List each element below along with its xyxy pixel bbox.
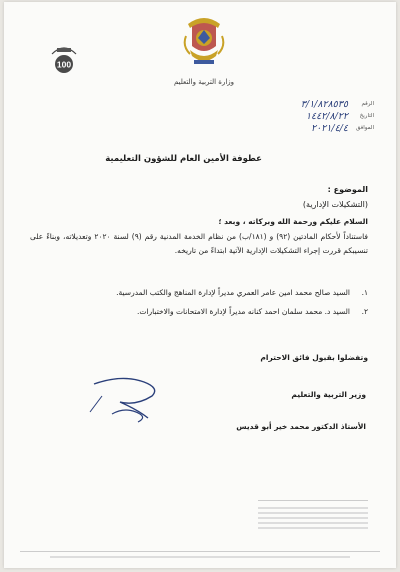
subject-label: الموضوع : — [327, 185, 368, 194]
cc-line — [258, 507, 368, 509]
list-item-number: ٢. — [361, 307, 368, 316]
handwritten-signature-icon — [82, 366, 182, 432]
cc-line — [258, 512, 368, 514]
ref-corresponding-row — [204, 122, 374, 134]
ref-date-label: التاريخ — [359, 113, 374, 119]
centennial-number: 100 — [56, 59, 72, 70]
subject-value: (التشكيلات الإدارية) — [302, 200, 368, 209]
cc-line — [258, 522, 368, 524]
list-item-number: ١. — [361, 288, 368, 297]
ref-number-row — [204, 98, 374, 110]
ref-number-label: الرقم — [361, 101, 374, 107]
footer-contact — [4, 556, 396, 558]
reference-block — [204, 98, 374, 134]
decision-list — [30, 286, 368, 324]
carbon-copy-block — [258, 500, 368, 532]
closing-line: وتفضلوا بقبول فائق الاحترام — [260, 353, 368, 362]
letter-body: فاستناداً لأحكام المادتين (٩٢) و (١٨١/ب) من نظام الخدمة المدنية رقم (٩) لسنة ٢٠٢٠ وتعديلاته، وبناءً على تنسيبكم قررت إجراء التشكيلات الإدارية الآتية ابتداءً من تاريخه. — [30, 232, 368, 255]
footer-divider — [4, 551, 396, 552]
list-item — [30, 305, 368, 318]
ref-corresponding-value: ٢٠٢١/٤/٤ — [310, 122, 348, 134]
letter-page — [4, 2, 396, 568]
cc-divider — [258, 500, 368, 501]
ministry-name: وزارة التربية والتعليم — [173, 78, 235, 86]
list-item-text: السيد صالح محمد امين عامر العمري مديراً لإدارة المناهج والكتب المدرسية. — [116, 288, 350, 297]
ref-number-value: ٣/١/٨٢٨٥٣٥ — [300, 98, 348, 110]
greeting: السلام عليكم ورحمة الله وبركاته ، وبعد ؛ — [218, 217, 368, 226]
jordan-coat-of-arms-icon — [182, 16, 226, 76]
ref-corresponding-label: الموافق — [356, 125, 374, 131]
cc-line — [258, 517, 368, 519]
list-item-text: السيد د. محمد سلمان احمد كنانه مديراً لإدارة الامتحانات والاختبارات. — [137, 307, 350, 316]
list-item — [30, 286, 368, 299]
signer-name: الأستاذ الدكتور محمد خير أبو قديس — [236, 422, 366, 431]
addressee: عطوفة الأمين العام للشؤون التعليمية — [105, 154, 262, 164]
ref-date-value: ١٤٤٢/٨/٢٢ — [305, 110, 348, 122]
ref-date-row — [204, 110, 374, 122]
signer-title: وزير التربية والتعليم — [291, 390, 366, 399]
cc-line — [258, 527, 368, 529]
centennial-logo-icon — [46, 40, 82, 76]
